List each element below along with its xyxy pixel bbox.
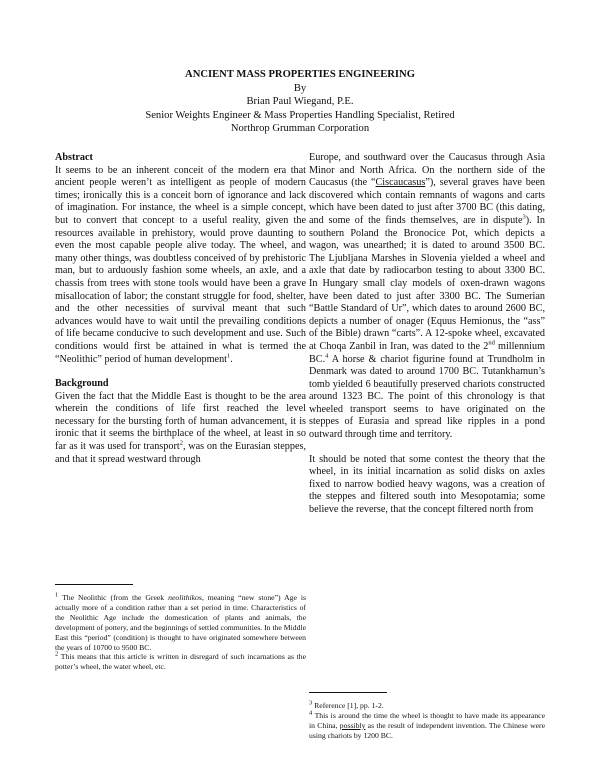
author-position: Senior Weights Engineer & Mass Properties Handling Specialist, Retired: [145, 109, 455, 121]
footnote-3: [309, 701, 545, 711]
p1-part-a: Europe, and southward over the Caucasus through Asia Minor and North Africa. On the northern side of the Caucasus (the “: [309, 152, 545, 189]
paper-title: ANCIENT MASS PROPERTIES ENGINEERING: [185, 69, 415, 80]
right-paragraph-1: [309, 152, 545, 442]
footnote-ref-4[interactable]: 4: [325, 352, 329, 360]
footnote-ref-3[interactable]: 3: [522, 213, 526, 221]
footnote-ref-1[interactable]: 1: [227, 352, 231, 360]
footnote-1-text-b: , meaning “new stone”) Age is actually more of a condition rather than a set period in time. Characteristics of the Neolithic Age include the domestication of plants and animals, the development of pottery, and the beginnings of settled communities. In the Middle East this “period” (condition) is thought to have originated somewhere between the years of 10700 to 9500 BC.: [55, 593, 306, 652]
p1-part-b: ”), several graves have been discovered which contain remnants of wagons and carts which have been dated to just after 3700 BC (this dating, and some of the finds themselves, are in dispute: [309, 177, 546, 226]
abstract-body: It seems to be an inherent conceit of the modern era that ancient people weren’t as intelligent as people of modern times; ironically this is a conceit born of ignorance and lack of imagination. For instance, the wheel is a simple concept, but to convert that concept to a useful reality, given the resources available in prehistory, would prove daunting to even the most capable people alive today. The wheel, and many other things, was doubtless conceived of by prehistoric man, but to arduously fashion some wheels, an axle, and a chassis from trees with stone tools would have been a grave misallocation of labor; the constant struggle for food, shelter, and the other necessities of survival meant that such advances would have to wait until the prevailing conditions of life became conducive to such development and use. Such conditions would first be attained in what is termed the “Neolithic” period of human development: [55, 164, 306, 365]
footnote-4: [309, 711, 545, 741]
right-paragraph-2: It should be noted that some contest the theory that the wheel, in its initial incarnation as solid disks on axles fixed to narrow bodied heavy wagons, was a creation of the steppes and filtered south into Mesopotamia; some believe the reverse, that the concept filtered north from: [309, 453, 545, 516]
background-heading: Background: [55, 378, 109, 390]
byline: By: [293, 82, 307, 94]
right-column: [309, 152, 545, 517]
footnote-2-text: This means that this article is written in disregard of such incarnations as the potter’s wheel, the water wheel, etc.: [55, 652, 306, 672]
abstract-heading: Abstract: [55, 152, 93, 163]
footnotes-right: [309, 692, 545, 741]
p1-part-e: A horse & chariot figurine found at Trundholm in Denmark was dated to around 1700 BC. Tutankhamun’s tomb yielded 6 beautifully preserved chariots constructed around 1323 BC. The point of this chronology is that wheeled transport seems to have originated on the steppes of Eurasia and spread like ripples in a pond outward through time and territory.: [309, 353, 545, 441]
paper-header: [0, 68, 600, 136]
abstract-period: .: [230, 353, 233, 365]
footnote-4-text-a: This is around the time the wheel is thought to have made its appearance in China,: [309, 710, 545, 730]
footnote-ref-2[interactable]: 2: [179, 439, 183, 447]
p1-part-d: millennium BC.: [309, 340, 545, 365]
background-body-a: Given the fact that the Middle East is thought to be the area wherein the conditions of life first reached the level necessary for the bursting forth of human advancement, it is ironic that it seems the birthplace of the wheel, at least in so far as it was used for transport: [55, 390, 306, 453]
footnote-1-number: 1: [55, 591, 59, 599]
author-name: Brian Paul Wiegand, P.E.: [246, 96, 354, 107]
footnote-3-number: 3: [309, 699, 313, 707]
footnote-2-number: 2: [55, 650, 59, 658]
footnote-4-number: 4: [309, 709, 313, 717]
ordinal-suffix: nd: [488, 339, 495, 347]
possibly-term: possibly: [339, 720, 366, 730]
footnote-2: [55, 652, 306, 672]
ciscaucasus-term: Ciscaucasus: [375, 177, 426, 189]
greek-term: neolithikos: [168, 593, 202, 602]
background-body-b: , was on the Eurasian steppes, and that it spread westward through: [55, 441, 306, 465]
background-text: [55, 391, 306, 467]
p1-part-c: ). In southern Poland the Bronocice Pot, which depicts a wagon, was unearthed; it is dated to around 3500 BC. The Ljubljana Marshes in Slovenia yielded a wheel and axle that date by radiocarbon testing to about 3300 BC. In Hungary small clay models of oxen-drawn wagons have been dated to just after 3300 BC. The Sumerian “Battle Standard of Ur”, which dates to around 2600 BC, depicts a number of onager (Equus Hemionus, the “ass” of the Bible) drawn “carts”. A 12-spoke wheel, excavated at Choqa Zanbil in Iran, was dated to the 2: [309, 214, 545, 352]
footnote-1-text-a: The Neolithic (from the Greek: [58, 593, 169, 602]
left-column: [55, 152, 306, 466]
footnote-divider: [55, 584, 133, 585]
footnote-divider-right: [309, 692, 387, 693]
abstract-text: [55, 165, 306, 367]
footnote-1: [55, 593, 306, 652]
footnotes-left: [55, 584, 306, 672]
author-company: Northrop Grumman Corporation: [230, 123, 370, 134]
footnote-4-text-b: as the result of independent invention. The Chinese were using chariots by 1200 BC.: [309, 720, 546, 740]
footnote-3-text: Reference [1], pp. 1-2.: [312, 701, 384, 710]
